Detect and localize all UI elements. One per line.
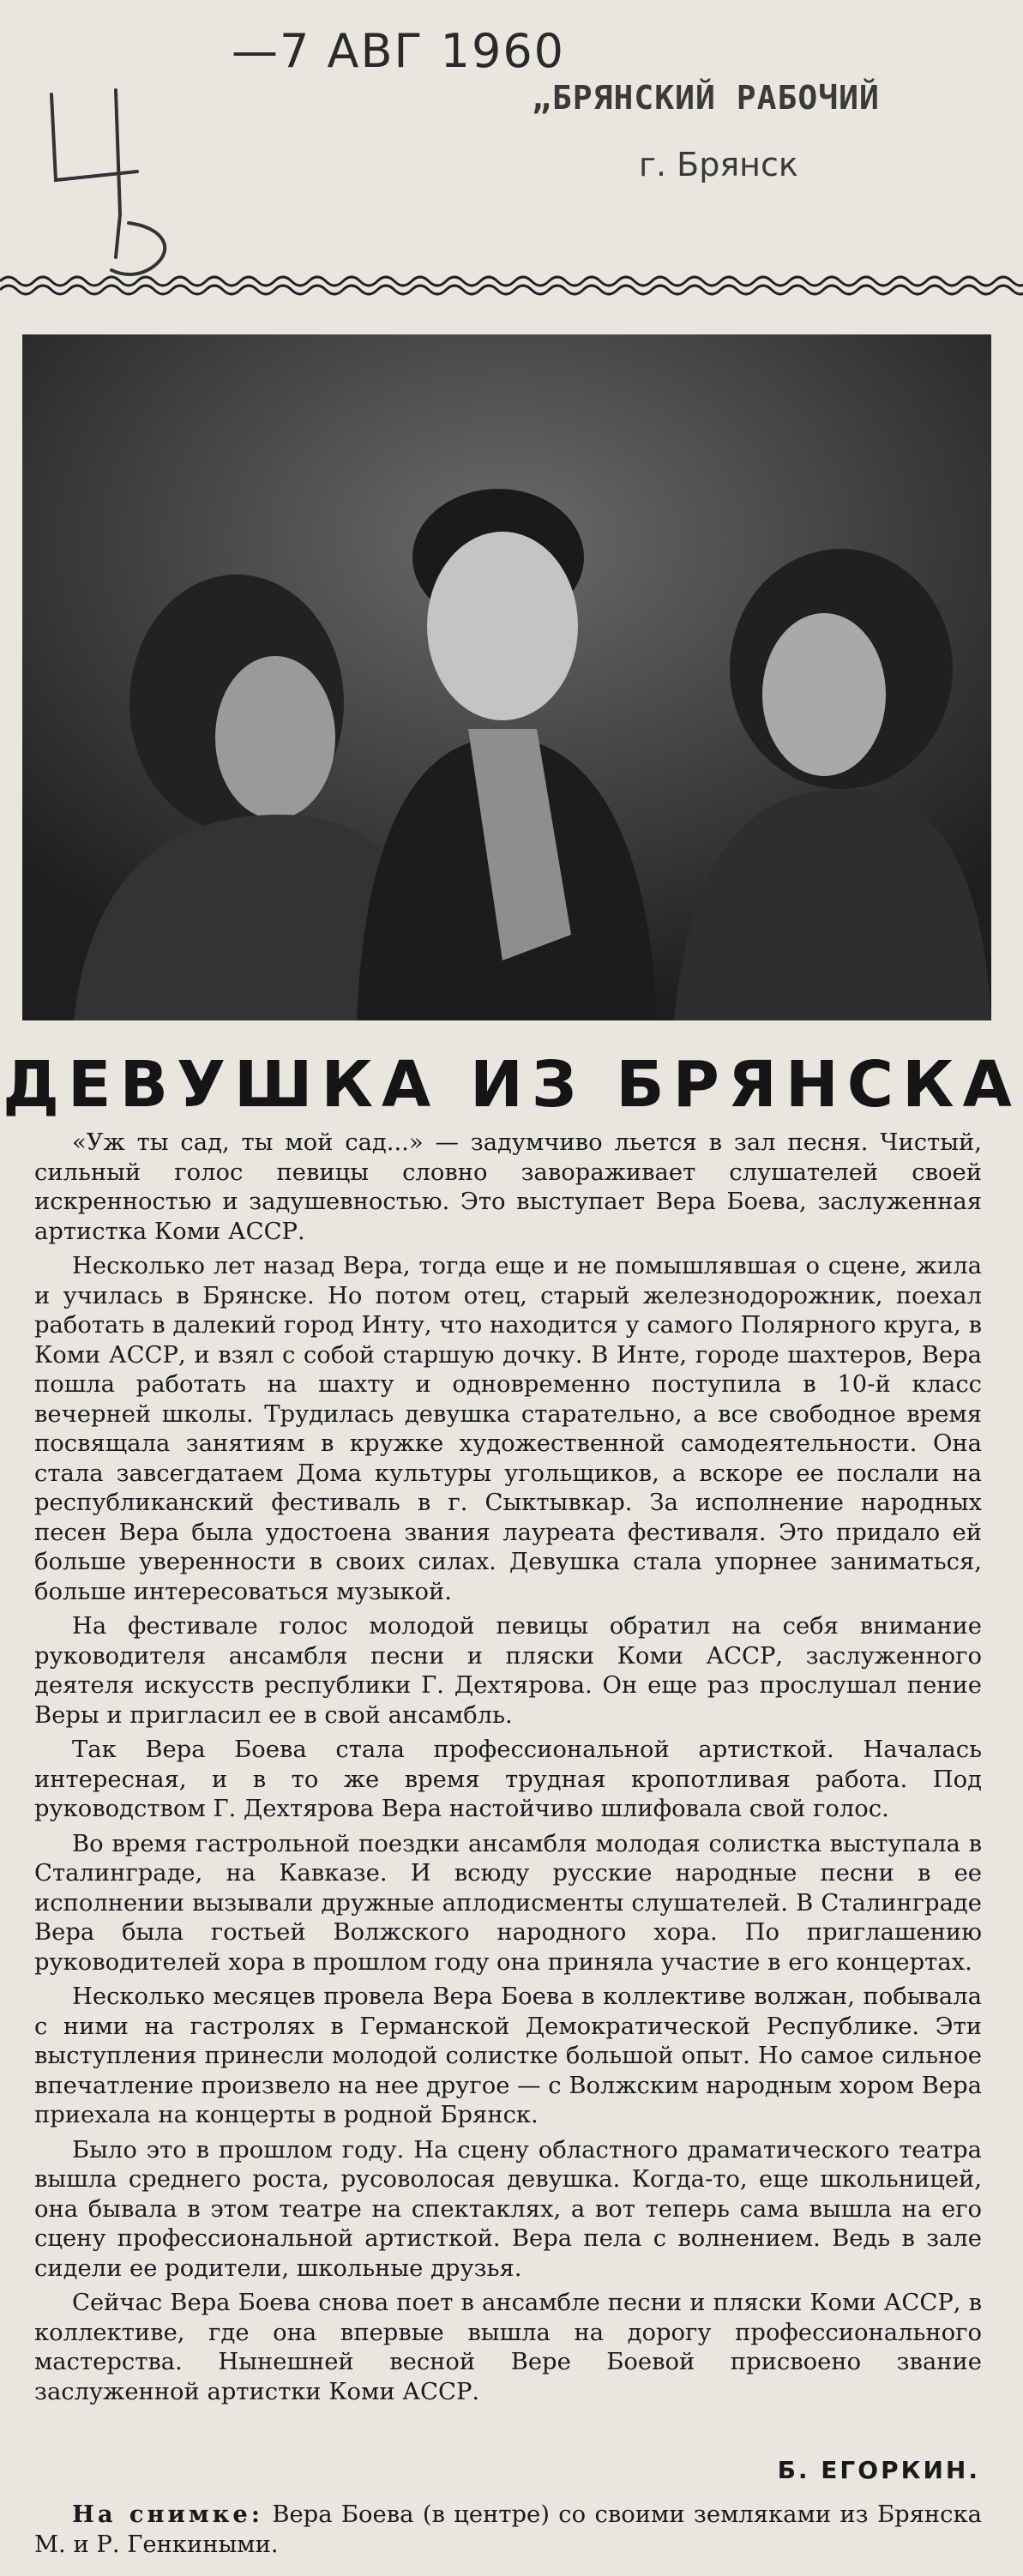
article-paragraph: «Уж ты сад, ты мой сад...» — задумчиво льется в зал песня. Чистый, сильный голос певицы словно завораживает слушателей своей искренностью и задушевностью. Это выступает Вера Боева, заслуженная артистка Коми АССР.	[34, 1129, 982, 1245]
date-stamp: —7 АВГ 1960	[232, 24, 566, 78]
photo-caption	[34, 2500, 982, 2560]
article-paragraph: Так Вера Боева стала профессиональной артисткой. Началась интересная, и в то же время трудная кропотливая работа. Под руководством Г. Дехтярова Вера настойчиво шлифовала свой голос.	[34, 1736, 982, 1822]
article-paragraph: Несколько лет назад Вера, тогда еще и не помышлявшая о сцене, жила и училась в Брянске. Но потом отец, старый железнодорожник, поехал работать в далекий город Инту, что находится у самого Полярного круга, в Коми АССР, и взял с собой старшую дочку. В Инте, городе шахтеров, Вера пошла работать на шахту и одновременно поступила в 10-й класс вечерней школы. Трудилась девушка старательно, а все свободное время посвящала занятиям в кружке художественной самодеятельности. Она стала завсегдатаем Дома культуры угольщиков, а вскоре ее послали на республиканский фестиваль в г. Сыктывкар. За исполнение народных песен Вера была удостоена звания лауреата фестиваля. Это придало ей больше уверенности в своих силах. Девушка стала упорнее заниматься, больше интересоваться музыкой.	[34, 1253, 982, 1605]
photograph-three-people-icon	[22, 334, 991, 1020]
article-paragraph: На фестивале голос молодой певицы обратил на себя внимание руководителя ансамбля песни и пляски Коми АССР, заслуженного деятеля искусств республики Г. Дехтярова. Он еще раз прослушал пение Веры и пригласил ее в свой ансамбль.	[34, 1613, 982, 1729]
news-photo	[22, 334, 991, 1020]
caption-lead: На снимке:	[72, 2501, 263, 2528]
article-paragraph: Было это в прошлом году. На сцену областного драматического театра вышла среднего роста, русоволосая девушка. Когда-то, еще школьницей, она бывала в этом театре на спектаклях, а вот теперь сама вышла на его сцену профессиональной артисткой. Вера пела с волнением. Ведь в зале сидели ее родители, школьные друзья.	[34, 2136, 982, 2282]
city-stamp: г. Брянск	[639, 146, 798, 184]
article-paragraph: Несколько месяцев провела Вера Боева в коллективе волжан, побывала с ними на гастролях в Германской Демократической Республике. Эти выступления принесли молодой солистке большой опыт. Но самое сильное впечатление произвело на нее другое — с Волжским народным хором Вера приехала на концерты в родной Брянск.	[34, 1983, 982, 2128]
caption-text: Вера Боева (в центре) со своими земляками из Брянска М. и Р. Генкиными.	[34, 2501, 982, 2558]
decorative-wave-divider	[0, 273, 1023, 298]
handwritten-mark	[34, 77, 189, 283]
article-paragraph: Во время гастрольной поездки ансамбля молодая солистка выступала в Сталинграде, на Кавказе. И всюду русские народные песни в ее исполнении вызывали дружные аплодисменты слушателей. В Сталинграде Вера была гостьей Волжского народного хора. По приглашению руководителей хора в прошлом году она приняла участие в его концертах.	[34, 1830, 982, 1976]
article-headline: ДЕВУШКА ИЗ БРЯНСКА	[3, 1048, 1020, 1122]
article-body	[34, 1129, 982, 2412]
newspaper-stamp: „БРЯНСКИЙ РАБОЧИЙ	[532, 79, 880, 117]
article-author: Б. ЕГОРКИН.	[777, 2456, 980, 2484]
article-paragraph: Сейчас Вера Боева снова поет в ансамбле песни и пляски Коми АССР, в коллективе, где она впервые вышла на дорогу профессионального мастерства. Нынешней весной Вере Боевой присвоено звание заслуженной артистки Коми АССР.	[34, 2290, 982, 2405]
